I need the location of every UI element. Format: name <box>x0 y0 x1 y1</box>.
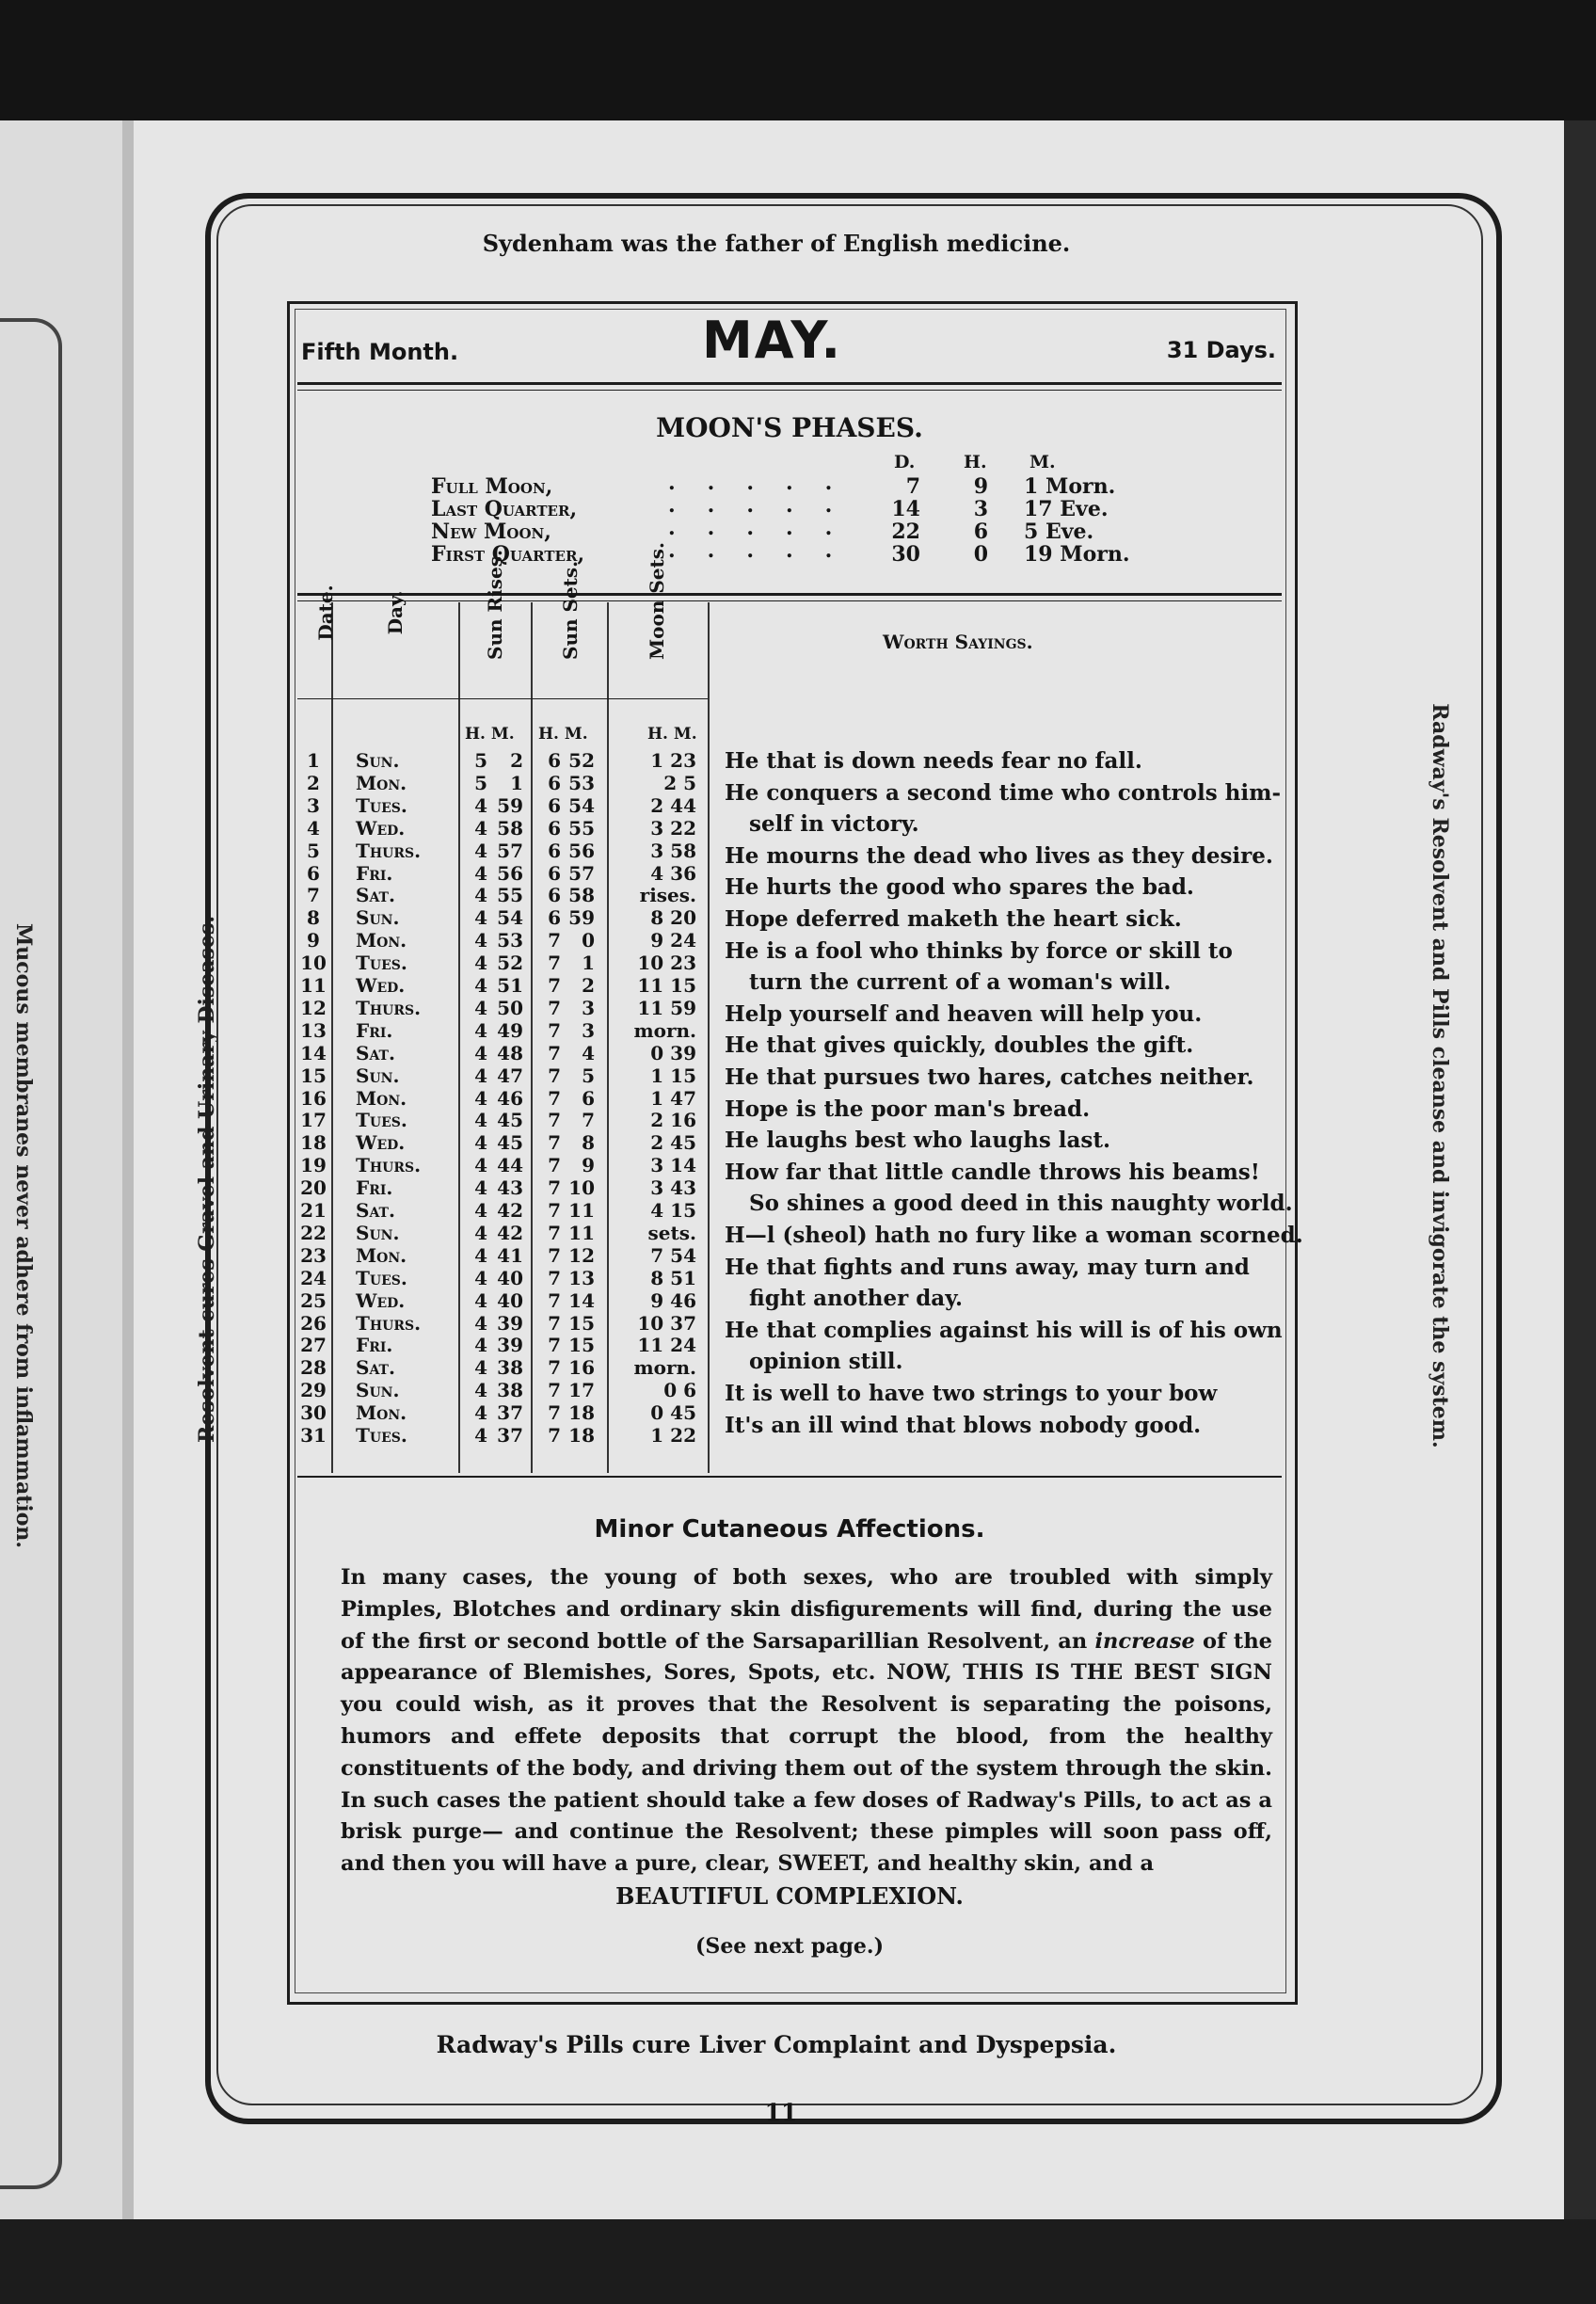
cell-moon-sets: 0 45 <box>650 1401 696 1425</box>
section-body-part1: In many cases, the young of both sexes, who are troubled with simply Pimples, Blotches and ordinary skin disfigurements will find, during the use of the first or second bottle of the Sarsaparillian Resolvent, an <box>341 1565 1272 1654</box>
left-edge-text: Mucous membranes never adhere from inflammation. <box>11 922 36 1549</box>
col-head-rule <box>297 698 708 699</box>
moon-phases-title: MOON'S PHASES. <box>656 412 923 443</box>
cell-sun-rises-hour: 4 <box>474 1243 487 1267</box>
cell-sun-rises-minute: 54 <box>497 906 523 930</box>
cell-sun-rises-hour: 4 <box>474 1176 487 1200</box>
cell-sun-sets-hour: 7 <box>548 1199 561 1222</box>
cell-moon-sets: 1 22 <box>650 1424 696 1447</box>
cell-date: 15 <box>300 1064 327 1087</box>
cell-date: 8 <box>307 906 320 930</box>
cell-sun-sets-hour: 7 <box>548 1311 561 1335</box>
cell-sun-rises-minute: 56 <box>497 861 523 885</box>
moon-phase-day: 7 <box>905 474 920 499</box>
moon-col-h: H. <box>964 452 987 472</box>
saying-line: He laughs best who laughs last. <box>725 1128 1111 1154</box>
cell-sun-rises-hour: 4 <box>474 974 487 997</box>
cell-date: 5 <box>307 839 320 862</box>
table-row <box>299 1424 713 1455</box>
cell-sun-sets-minute: 53 <box>568 771 595 794</box>
page-number: 11 <box>764 2099 798 2126</box>
cell-sun-sets-hour: 6 <box>548 906 561 930</box>
moon-phase-leader: ..... <box>668 493 865 518</box>
moon-phase-day: 22 <box>891 520 920 544</box>
cell-sun-sets-hour: 6 <box>548 749 561 772</box>
moon-phase-hour: 6 <box>973 520 988 544</box>
cell-moon-sets: 0 6 <box>663 1379 696 1402</box>
right-margin-text: Radway's Resolvent and Pills cleanse and invigorate the system. <box>1428 703 1452 1448</box>
section-body-part2: of the appearance of Blemishes, Sores, Spots, etc. NOW, THIS IS THE BEST SIGN you could wish, as it proves that the Resolvent is separating the poisons, humors and effete deposits that corrupt the blood, from the healthy constituents of the body, and driving them out of the system through the skin. In such cases the patient should take a few doses of Radway's Pills, to act as a brisk purge— and continue the Resolvent; these pimples will soon pass off, and then you will have a pure, clear, SWEET, and healthy skin, and a <box>341 1628 1272 1877</box>
col-head-sayings: Worth Sayings. <box>883 631 1033 653</box>
cell-date: 11 <box>300 974 327 997</box>
hm-label-sun-sets: H. M. <box>538 725 588 744</box>
cell-day: Sun. <box>356 1064 400 1087</box>
saying-line: Hope deferred maketh the heart sick. <box>725 906 1182 932</box>
cell-day: Mon. <box>356 1401 407 1425</box>
cell-day: Tues. <box>356 793 407 817</box>
moon-col-m: M. <box>1029 452 1056 472</box>
cell-sun-rises-hour: 4 <box>474 1199 487 1222</box>
saying-line: He that fights and runs away, may turn and <box>725 1254 1250 1280</box>
cell-sun-sets-minute: 56 <box>568 839 595 862</box>
cell-sun-rises-minute: 2 <box>510 749 523 772</box>
cell-day: Fri. <box>356 861 393 885</box>
cell-sun-sets-hour: 7 <box>548 1288 561 1312</box>
cell-sun-sets-minute: 17 <box>568 1379 595 1402</box>
cell-sun-rises-hour: 4 <box>474 929 487 952</box>
cell-sun-rises-minute: 51 <box>497 974 523 997</box>
cell-sun-sets-hour: 7 <box>548 952 561 975</box>
cell-sun-sets-hour: 6 <box>548 793 561 817</box>
cell-sun-sets-minute: 3 <box>582 996 595 1019</box>
month-title: MAY. <box>702 311 843 370</box>
cell-moon-sets: 0 39 <box>650 1041 696 1064</box>
cell-day: Mon. <box>356 929 407 952</box>
top-motto: Sydenham was the father of English medicine. <box>482 230 1071 257</box>
cell-sun-rises-minute: 40 <box>497 1266 523 1289</box>
cell-date: 31 <box>300 1424 327 1447</box>
cell-date: 2 <box>307 771 320 794</box>
saying-line: Hope is the poor man's bread. <box>725 1096 1091 1122</box>
header-rule-thin <box>297 390 1282 391</box>
saying-line: How far that little candle throws his beams! <box>725 1159 1260 1185</box>
cell-day: Wed. <box>356 974 406 997</box>
section-body-emphasis: increase <box>1094 1628 1195 1654</box>
cell-sun-rises-hour: 4 <box>474 1221 487 1244</box>
cell-sun-rises-hour: 5 <box>474 749 487 772</box>
cell-moon-sets: 2 44 <box>650 793 696 817</box>
cell-moon-sets: 8 20 <box>650 906 696 930</box>
cell-day: Wed. <box>356 1288 406 1312</box>
cell-day: Sun. <box>356 906 400 930</box>
cell-date: 4 <box>307 816 320 840</box>
cell-sun-sets-hour: 6 <box>548 861 561 885</box>
month-header <box>297 311 1282 384</box>
cell-date: 14 <box>300 1041 327 1064</box>
saying-line: Help yourself and heaven will help you. <box>725 1000 1203 1027</box>
cell-sun-rises-minute: 45 <box>497 1109 523 1132</box>
days-count: 31 Days. <box>1166 337 1276 363</box>
col-head-date: Date. <box>314 584 337 641</box>
moon-phase-hour: 3 <box>973 497 988 521</box>
cell-sun-sets-minute: 2 <box>582 974 595 997</box>
cell-sun-rises-hour: 4 <box>474 1041 487 1064</box>
cell-sun-sets-minute: 52 <box>568 749 595 772</box>
cell-day: Sat. <box>356 1199 395 1222</box>
cell-sun-sets-minute: 7 <box>582 1109 595 1132</box>
cell-date: 17 <box>300 1109 327 1132</box>
cell-sun-rises-minute: 39 <box>497 1334 523 1357</box>
cell-sun-rises-minute: 42 <box>497 1199 523 1222</box>
cell-sun-rises-minute: 37 <box>497 1424 523 1447</box>
cell-sun-sets-minute: 15 <box>568 1311 595 1335</box>
moon-phase-name: New Moon, <box>431 520 551 544</box>
saying-line: He conquers a second time who controls him- <box>725 779 1281 806</box>
cell-sun-rises-hour: 4 <box>474 1131 487 1155</box>
cell-sun-rises-hour: 4 <box>474 1086 487 1110</box>
cell-sun-sets-hour: 7 <box>548 1243 561 1267</box>
cell-day: Wed. <box>356 816 406 840</box>
cell-sun-rises-hour: 4 <box>474 816 487 840</box>
cell-sun-rises-minute: 1 <box>510 771 523 794</box>
cell-sun-rises-hour: 4 <box>474 1379 487 1402</box>
cell-day: Fri. <box>356 1018 393 1042</box>
moon-phase-day: 14 <box>891 497 920 521</box>
hm-label-moon-sets: H. M. <box>647 725 697 744</box>
cell-sun-sets-hour: 7 <box>548 1086 561 1110</box>
cell-sun-sets-minute: 0 <box>582 929 595 952</box>
cell-sun-sets-minute: 58 <box>568 884 595 907</box>
cell-moon-sets: morn. <box>633 1356 696 1380</box>
cell-moon-sets: 8 51 <box>650 1266 696 1289</box>
saying-line: He that pursues two hares, catches neither. <box>725 1064 1254 1090</box>
cell-sun-rises-hour: 4 <box>474 1154 487 1177</box>
cell-sun-sets-hour: 7 <box>548 996 561 1019</box>
cell-date: 25 <box>300 1288 327 1312</box>
cell-sun-sets-hour: 7 <box>548 1018 561 1042</box>
cell-date: 20 <box>300 1176 327 1200</box>
cell-moon-sets: 11 15 <box>637 974 696 997</box>
cell-date: 19 <box>300 1154 327 1177</box>
cell-moon-sets: 9 24 <box>650 929 696 952</box>
cell-moon-sets: 3 14 <box>650 1154 696 1177</box>
cell-moon-sets: 1 47 <box>650 1086 696 1110</box>
saying-line: He is a fool who thinks by force or skill to <box>725 937 1233 964</box>
left-margin-text: Resolvent cures Gravel and Urinary Diseases. <box>195 916 219 1443</box>
moon-phase-name: Last Quarter, <box>431 497 578 521</box>
cell-date: 9 <box>307 929 320 952</box>
scan-background-bottom <box>0 2219 1596 2304</box>
cell-sun-rises-minute: 58 <box>497 816 523 840</box>
cell-moon-sets: 7 54 <box>650 1243 696 1267</box>
moon-phase-leader: ..... <box>668 538 865 563</box>
cell-sun-rises-minute: 40 <box>497 1288 523 1312</box>
cell-sun-rises-hour: 4 <box>474 1356 487 1380</box>
cell-sun-sets-minute: 18 <box>568 1424 595 1447</box>
see-next-page: (See next page.) <box>695 1934 884 1959</box>
cell-sun-sets-hour: 7 <box>548 1266 561 1289</box>
cell-moon-sets: 2 16 <box>650 1109 696 1132</box>
cell-sun-rises-minute: 57 <box>497 839 523 862</box>
cell-day: Mon. <box>356 1086 407 1110</box>
cell-sun-rises-minute: 49 <box>497 1018 523 1042</box>
cell-sun-rises-minute: 38 <box>497 1356 523 1380</box>
cell-day: Wed. <box>356 1131 406 1155</box>
moon-phase-name: Full Moon, <box>431 474 553 499</box>
cell-sun-sets-hour: 7 <box>548 1334 561 1357</box>
cell-date: 22 <box>300 1221 327 1244</box>
cell-sun-sets-hour: 7 <box>548 1131 561 1155</box>
cell-day: Thurs. <box>356 996 422 1019</box>
moon-col-d: D. <box>894 452 916 472</box>
cell-sun-rises-minute: 37 <box>497 1401 523 1425</box>
cell-moon-sets: 3 22 <box>650 816 696 840</box>
cell-day: Tues. <box>356 1266 407 1289</box>
cell-day: Thurs. <box>356 839 422 862</box>
cell-date: 6 <box>307 861 320 885</box>
cell-sun-sets-hour: 6 <box>548 839 561 862</box>
saying-line: self in victory. <box>749 811 919 838</box>
cell-day: Mon. <box>356 771 407 794</box>
cell-date: 28 <box>300 1356 327 1380</box>
cell-date: 3 <box>307 793 320 817</box>
saying-line: He mourns the dead who lives as they desire. <box>725 842 1273 869</box>
cell-sun-sets-minute: 13 <box>568 1266 595 1289</box>
table-bottom-rule <box>297 1476 1282 1478</box>
cell-sun-sets-minute: 6 <box>582 1086 595 1110</box>
cell-sun-rises-minute: 52 <box>497 952 523 975</box>
cell-sun-sets-minute: 4 <box>582 1041 595 1064</box>
saying-line: He that complies against his will is of his own <box>725 1317 1283 1343</box>
moon-rule <box>297 593 1282 596</box>
cell-date: 7 <box>307 884 320 907</box>
cell-moon-sets: 11 59 <box>637 996 696 1019</box>
cell-date: 30 <box>300 1401 327 1425</box>
cell-sun-rises-minute: 59 <box>497 793 523 817</box>
saying-line: So shines a good deed in this naughty world. <box>749 1191 1293 1217</box>
cell-sun-sets-minute: 11 <box>568 1199 595 1222</box>
saying-line: fight another day. <box>749 1286 963 1312</box>
cell-moon-sets: 4 36 <box>650 861 696 885</box>
cell-moon-sets: 2 5 <box>663 771 696 794</box>
saying-line: turn the current of a woman's will. <box>749 969 1172 996</box>
cell-sun-sets-minute: 9 <box>582 1154 595 1177</box>
cell-date: 18 <box>300 1131 327 1155</box>
cell-sun-sets-hour: 7 <box>548 1356 561 1380</box>
section-body <box>341 1562 1272 1880</box>
cell-sun-rises-minute: 42 <box>497 1221 523 1244</box>
cell-date: 12 <box>300 996 327 1019</box>
cell-sun-sets-hour: 6 <box>548 884 561 907</box>
cell-sun-rises-minute: 55 <box>497 884 523 907</box>
cell-date: 1 <box>307 749 320 772</box>
cell-sun-sets-hour: 7 <box>548 1154 561 1177</box>
scan-background-top <box>0 0 1596 120</box>
cell-sun-sets-minute: 1 <box>582 952 595 975</box>
cell-moon-sets: 10 23 <box>637 952 696 975</box>
cell-sun-rises-hour: 4 <box>474 1018 487 1042</box>
cell-sun-sets-hour: 7 <box>548 1176 561 1200</box>
cell-sun-sets-minute: 14 <box>568 1288 595 1312</box>
cell-sun-sets-minute: 5 <box>582 1064 595 1087</box>
cell-day: Sat. <box>356 884 395 907</box>
cell-moon-sets: 3 43 <box>650 1176 696 1200</box>
cell-moon-sets: 1 15 <box>650 1064 696 1087</box>
moon-phase-minute: 5 Eve. <box>1024 520 1094 544</box>
hm-label-sun-rises: H. M. <box>465 725 515 744</box>
cell-moon-sets: 1 23 <box>650 749 696 772</box>
cell-sun-sets-hour: 7 <box>548 1064 561 1087</box>
cell-sun-sets-minute: 57 <box>568 861 595 885</box>
moon-phase-day: 30 <box>891 542 920 567</box>
moon-phase-leader: ..... <box>668 516 865 540</box>
saying-line: He that gives quickly, doubles the gift. <box>725 1032 1194 1059</box>
cell-sun-rises-minute: 48 <box>497 1041 523 1064</box>
moon-rule-thin <box>297 600 1282 601</box>
cell-sun-rises-hour: 4 <box>474 1109 487 1132</box>
cell-date: 23 <box>300 1243 327 1267</box>
cell-day: Tues. <box>356 952 407 975</box>
cell-moon-sets: rises. <box>639 884 696 907</box>
cell-sun-sets-minute: 18 <box>568 1401 595 1425</box>
cell-sun-sets-hour: 7 <box>548 1379 561 1402</box>
cell-sun-rises-minute: 39 <box>497 1311 523 1335</box>
saying-line: He hurts the good who spares the bad. <box>725 874 1194 901</box>
cell-sun-sets-hour: 7 <box>548 929 561 952</box>
cell-date: 29 <box>300 1379 327 1402</box>
cell-sun-rises-hour: 4 <box>474 861 487 885</box>
cell-sun-rises-hour: 4 <box>474 1401 487 1425</box>
moon-phase-hour: 9 <box>973 474 988 499</box>
cell-moon-sets: 4 15 <box>650 1199 696 1222</box>
cell-sun-sets-minute: 8 <box>582 1131 595 1155</box>
cell-day: Fri. <box>356 1176 393 1200</box>
cell-sun-sets-hour: 6 <box>548 771 561 794</box>
cell-sun-rises-minute: 47 <box>497 1064 523 1087</box>
saying-line: H—l (sheol) hath no fury like a woman scorned. <box>725 1223 1303 1248</box>
cell-day: Fri. <box>356 1334 393 1357</box>
cell-date: 13 <box>300 1018 327 1042</box>
cell-sun-sets-hour: 7 <box>548 1401 561 1425</box>
cell-day: Thurs. <box>356 1154 422 1177</box>
cell-date: 10 <box>300 952 327 975</box>
moon-phase-leader: ..... <box>668 471 865 495</box>
cell-sun-rises-minute: 44 <box>497 1154 523 1177</box>
cell-sun-sets-minute: 12 <box>568 1243 595 1267</box>
cell-sun-rises-minute: 46 <box>497 1086 523 1110</box>
cell-moon-sets: 10 37 <box>637 1311 696 1335</box>
cell-sun-rises-hour: 4 <box>474 1064 487 1087</box>
col-head-moon-sets: Moon Sets. <box>646 542 668 660</box>
cell-sun-rises-hour: 4 <box>474 1266 487 1289</box>
cell-moon-sets: 11 24 <box>637 1334 696 1357</box>
cell-sun-sets-hour: 6 <box>548 816 561 840</box>
cell-sun-rises-hour: 4 <box>474 906 487 930</box>
cell-moon-sets: 9 46 <box>650 1288 696 1312</box>
cell-day: Mon. <box>356 1243 407 1267</box>
cell-sun-rises-hour: 4 <box>474 1334 487 1357</box>
cell-sun-sets-hour: 7 <box>548 1041 561 1064</box>
cell-sun-rises-hour: 4 <box>474 839 487 862</box>
cell-sun-rises-minute: 50 <box>497 996 523 1019</box>
saying-line: It is well to have two strings to your bow <box>725 1381 1218 1406</box>
cell-sun-sets-minute: 59 <box>568 906 595 930</box>
moon-phase-minute: 19 Morn. <box>1024 542 1130 567</box>
col-head-sun-rises: Sun Rises. <box>484 550 506 660</box>
cell-moon-sets: sets. <box>647 1221 696 1244</box>
cell-sun-sets-minute: 16 <box>568 1356 595 1380</box>
cell-sun-rises-hour: 4 <box>474 996 487 1019</box>
cell-sun-sets-hour: 7 <box>548 1109 561 1132</box>
col-head-sun-sets: Sun Sets. <box>559 560 582 660</box>
cell-date: 27 <box>300 1334 327 1357</box>
cell-moon-sets: 2 45 <box>650 1131 696 1155</box>
section-title: Minor Cutaneous Affections. <box>594 1515 985 1544</box>
cell-sun-sets-minute: 15 <box>568 1334 595 1357</box>
moon-phase-name: First Quarter, <box>431 542 585 567</box>
header-rule <box>297 382 1282 385</box>
cell-sun-rises-hour: 4 <box>474 1424 487 1447</box>
cell-sun-rises-minute: 45 <box>497 1131 523 1155</box>
cell-sun-rises-hour: 4 <box>474 1288 487 1312</box>
cell-sun-rises-hour: 4 <box>474 793 487 817</box>
bottom-motto: Radway's Pills cure Liver Complaint and Dyspepsia. <box>436 2031 1117 2058</box>
cell-day: Sun. <box>356 749 400 772</box>
cell-sun-sets-hour: 7 <box>548 1424 561 1447</box>
cell-sun-rises-hour: 4 <box>474 884 487 907</box>
cell-sun-sets-minute: 3 <box>582 1018 595 1042</box>
cell-sun-rises-minute: 38 <box>497 1379 523 1402</box>
month-label: Fifth Month. <box>301 339 459 365</box>
cell-day: Sun. <box>356 1221 400 1244</box>
cell-sun-rises-hour: 4 <box>474 952 487 975</box>
saying-line: It's an ill wind that blows nobody good. <box>725 1412 1202 1438</box>
cell-day: Sun. <box>356 1379 400 1402</box>
cell-date: 26 <box>300 1311 327 1335</box>
saying-line: opinion still. <box>749 1349 903 1375</box>
cell-day: Tues. <box>356 1424 407 1447</box>
cell-moon-sets: morn. <box>633 1018 696 1042</box>
cell-date: 24 <box>300 1266 327 1289</box>
cell-day: Thurs. <box>356 1311 422 1335</box>
cell-sun-sets-hour: 7 <box>548 974 561 997</box>
moon-phase-minute: 1 Morn. <box>1024 474 1116 499</box>
cell-day: Tues. <box>356 1109 407 1132</box>
cell-sun-rises-minute: 53 <box>497 929 523 952</box>
cell-day: Sat. <box>356 1041 395 1064</box>
cell-sun-sets-minute: 11 <box>568 1221 595 1244</box>
complexion-heading: BEAUTIFUL COMPLEXION. <box>615 1882 964 1910</box>
moon-phase-hour: 0 <box>973 542 988 567</box>
cell-sun-sets-minute: 54 <box>568 793 595 817</box>
cell-day: Sat. <box>356 1356 395 1380</box>
cell-sun-sets-minute: 55 <box>568 816 595 840</box>
saying-line: He that is down needs fear no fall. <box>725 748 1142 774</box>
cell-sun-rises-hour: 5 <box>474 771 487 794</box>
cell-date: 16 <box>300 1086 327 1110</box>
cell-moon-sets: 3 58 <box>650 839 696 862</box>
cell-sun-rises-minute: 43 <box>497 1176 523 1200</box>
cell-sun-rises-hour: 4 <box>474 1311 487 1335</box>
cell-date: 21 <box>300 1199 327 1222</box>
cell-sun-sets-hour: 7 <box>548 1221 561 1244</box>
cell-sun-rises-minute: 41 <box>497 1243 523 1267</box>
moon-phase-minute: 17 Eve. <box>1024 497 1109 521</box>
cell-sun-sets-minute: 10 <box>568 1176 595 1200</box>
col-head-day: Day. <box>384 590 407 635</box>
